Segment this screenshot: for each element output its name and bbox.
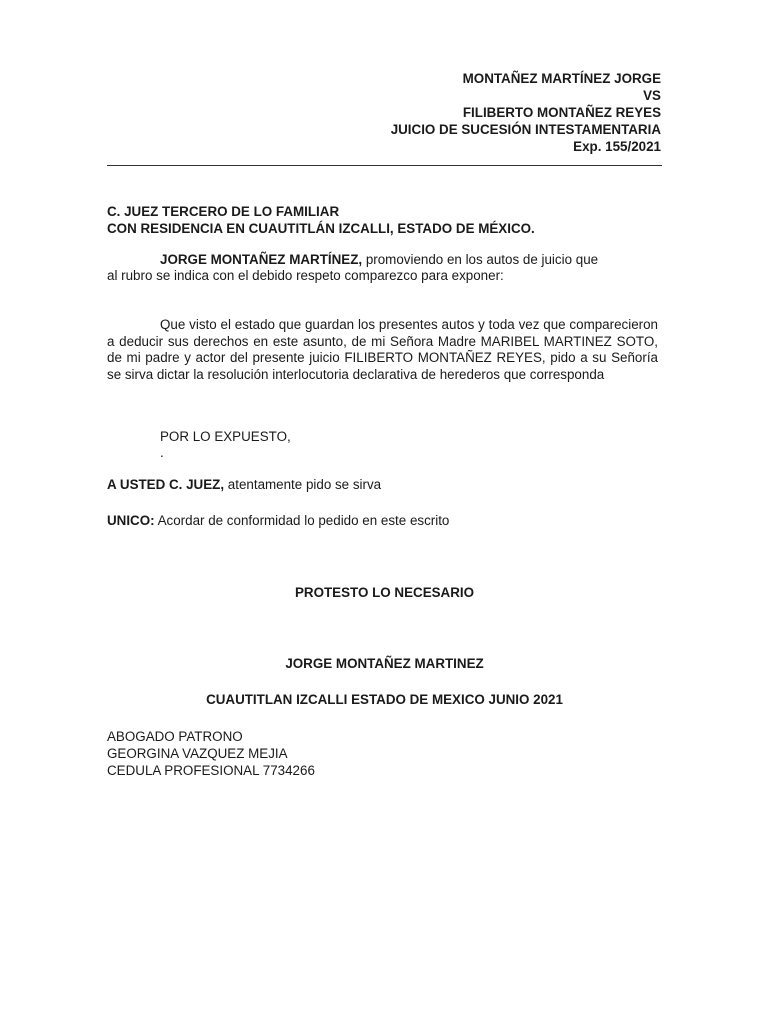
- intro-line-2: al rubro se indica con el debido respeto comparezco para exponer:: [107, 268, 504, 283]
- addressee: [107, 203, 535, 237]
- lawyer-title: ABOGADO PATRONO: [107, 729, 243, 744]
- case-header-line-4: JUICIO DE SUCESIÓN INTESTAMENTARIA: [390, 122, 661, 137]
- intro-name: JORGE MONTAÑEZ MARTÍNEZ,: [160, 252, 363, 267]
- addressee-line-1: C. JUEZ TERCERO DE LO FAMILIAR: [107, 204, 340, 219]
- case-header-line-1: MONTAÑEZ MARTÍNEZ JORGE: [462, 71, 661, 86]
- place-date: CUAUTITLAN IZCALLI ESTADO DE MEXICO JUNIO 2021: [206, 692, 563, 707]
- stray-dot: .: [160, 445, 164, 460]
- case-header-line-3: FILIBERTO MONTAÑEZ REYES: [462, 105, 661, 120]
- body-paragraph: Que visto el estado que guardan los presentes autos y toda vez que comparecieron a deducir sus derechos en este asunto, de mi Señora Madre MARIBEL MARTINEZ SOTO, de mi padre y actor del presente juicio FILIBERTO MONTAÑEZ REYES, pido a su Señoría se sirva dictar la resolución interlocutoria declarativa de herederos que corresponda: [107, 317, 658, 382]
- header-divider: [107, 165, 662, 166]
- protesto-heading: PROTESTO LO NECESARIO: [294, 585, 475, 600]
- case-header-line-2: VS: [643, 88, 661, 103]
- lawyer-name: GEORGINA VAZQUEZ MEJIA: [107, 746, 288, 761]
- lawyer-block: [107, 728, 315, 779]
- unico-line: [107, 513, 449, 529]
- unico-text: Acordar de conformidad lo pedido en este escrito: [154, 513, 450, 528]
- intro-line-1: [160, 252, 598, 268]
- case-header: [391, 70, 661, 155]
- intro-line-1-text: promoviendo en los autos de juicio que: [362, 252, 599, 267]
- case-file-number: Exp. 155/2021: [573, 139, 661, 154]
- addressee-line-2: CON RESIDENCIA EN CUAUTITLÁN IZCALLI, ESTADO DE MÉXICO.: [107, 221, 535, 236]
- request-label: A USTED C. JUEZ,: [107, 477, 225, 492]
- signer-name: JORGE MONTAÑEZ MARTINEZ: [285, 656, 484, 671]
- request-text: atentamente pido se sirva: [224, 477, 382, 492]
- request-line: [107, 477, 381, 493]
- unico-label: UNICO:: [107, 513, 155, 528]
- lawyer-license: CEDULA PROFESIONAL 7734266: [107, 763, 315, 778]
- por-lo-expuesto: POR LO EXPUESTO,: [160, 429, 291, 444]
